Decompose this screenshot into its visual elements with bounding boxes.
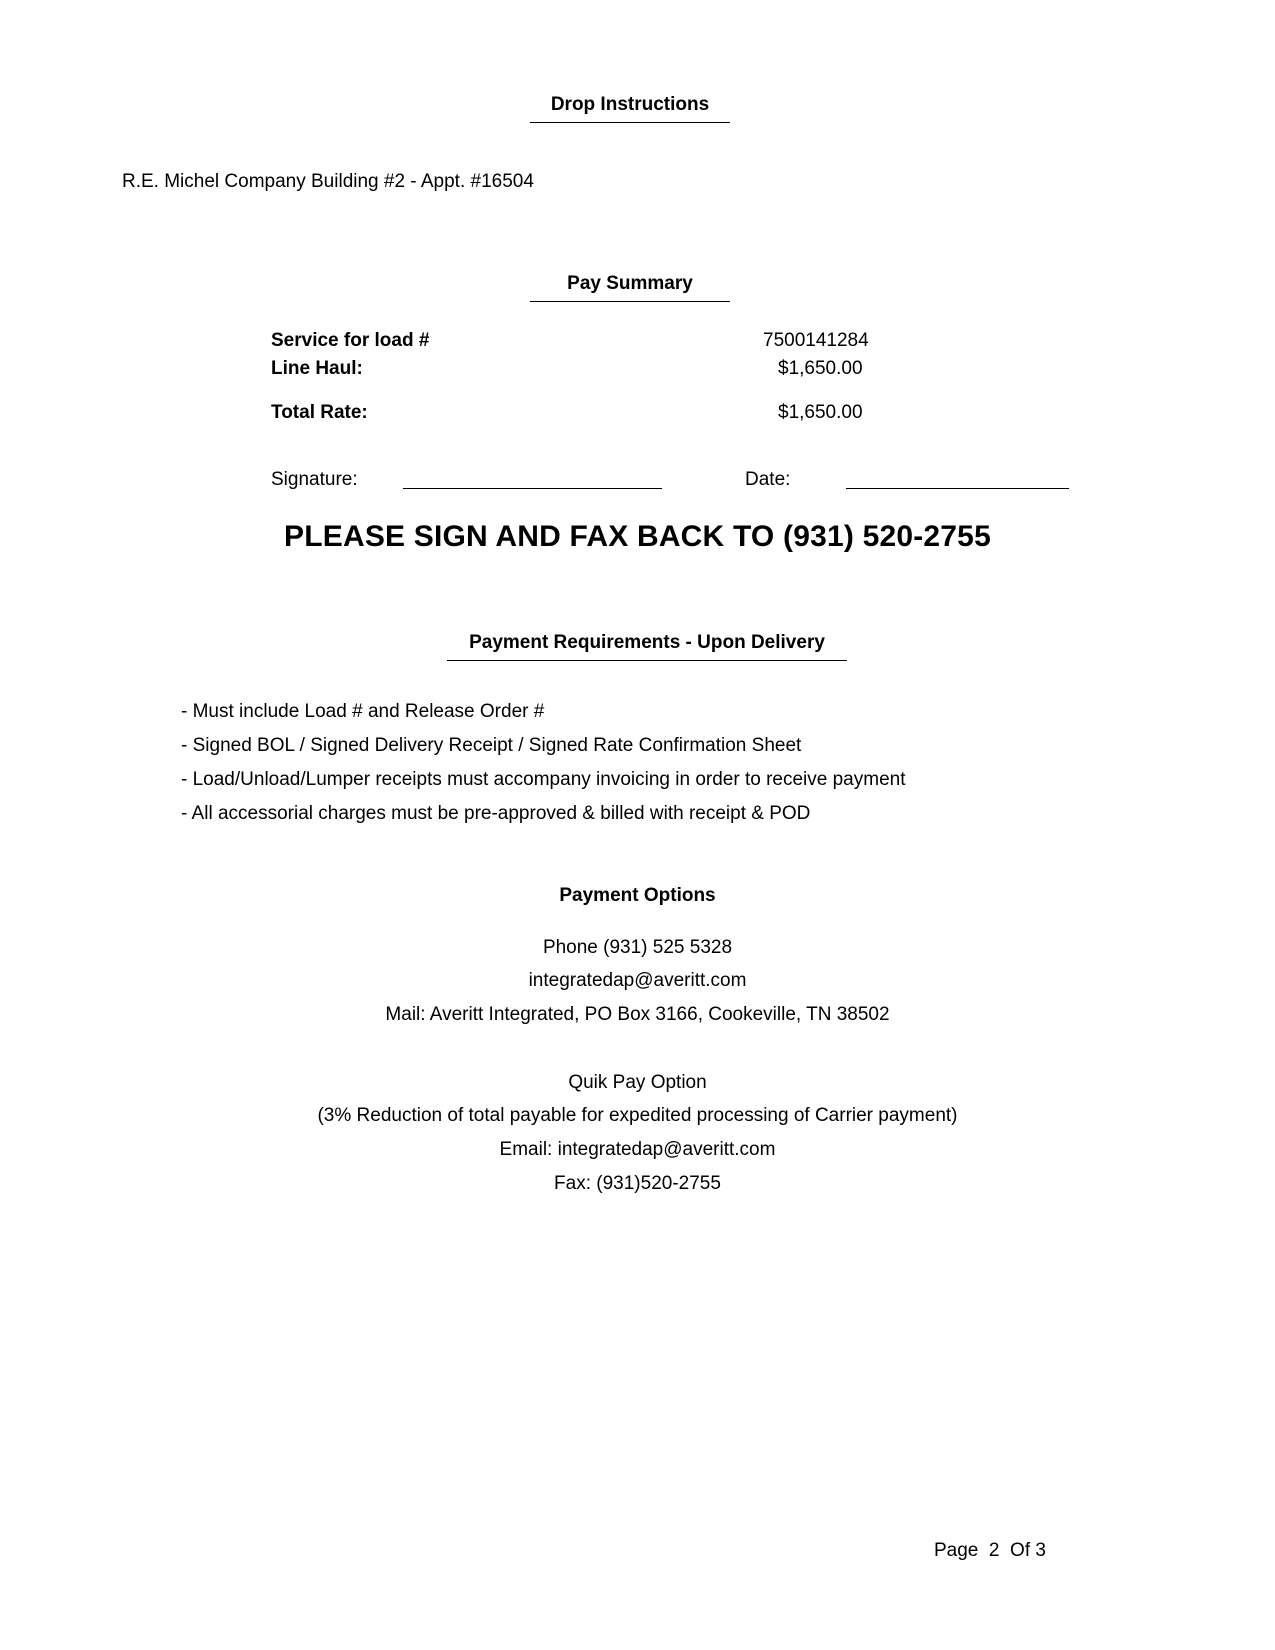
payment-email[interactable]: integratedap@averitt.com	[528, 970, 747, 991]
payment-phone: Phone (931) 525 5328	[542, 937, 733, 958]
payment-requirements-list	[181, 700, 905, 836]
quik-pay-email[interactable]: Email: integratedap@averitt.com	[499, 1139, 776, 1160]
service-load-label: Service for load #	[271, 330, 430, 351]
requirement-item: - Load/Unload/Lumper receipts must accompany invoicing in order to receive payment	[181, 769, 906, 790]
pay-summary-title: Pay Summary	[567, 273, 693, 294]
line-haul-value: $1,650.00	[778, 358, 863, 379]
payment-requirements-underline	[447, 660, 847, 661]
quik-pay-fax: Fax: (931)520-2755	[554, 1173, 721, 1194]
date-label: Date:	[745, 469, 791, 490]
total-rate-value: $1,650.00	[778, 402, 863, 423]
date-line[interactable]	[846, 488, 1069, 489]
quik-pay-title: Quik Pay Option	[568, 1072, 707, 1093]
pay-summary-underline	[530, 301, 730, 302]
drop-instructions-text: R.E. Michel Company Building #2 - Appt. #16504	[122, 171, 534, 192]
drop-instructions-title: Drop Instructions	[550, 94, 710, 115]
requirement-item: - All accessorial charges must be pre-approved & billed with receipt & POD	[181, 803, 811, 824]
total-rate-label: Total Rate:	[271, 402, 368, 423]
payment-requirements-title: Payment Requirements - Upon Delivery	[469, 632, 825, 653]
requirement-item: - Must include Load # and Release Order #	[181, 701, 545, 722]
page-number: Page 2 Of 3	[934, 1540, 1046, 1561]
fax-back-notice: PLEASE SIGN AND FAX BACK TO (931) 520-2755	[284, 520, 991, 553]
signature-label: Signature:	[271, 469, 358, 490]
payment-mail-address: Mail: Averitt Integrated, PO Box 3166, Cookeville, TN 38502	[385, 1004, 890, 1025]
requirement-item: - Signed BOL / Signed Delivery Receipt / Signed Rate Confirmation Sheet	[181, 735, 802, 756]
payment-options-title: Payment Options	[559, 885, 716, 906]
signature-line[interactable]	[403, 488, 662, 489]
line-haul-label: Line Haul:	[271, 358, 363, 379]
quik-pay-description: (3% Reduction of total payable for expedited processing of Carrier payment)	[317, 1105, 958, 1126]
drop-instructions-underline	[530, 122, 730, 123]
service-load-value: 7500141284	[763, 330, 869, 351]
